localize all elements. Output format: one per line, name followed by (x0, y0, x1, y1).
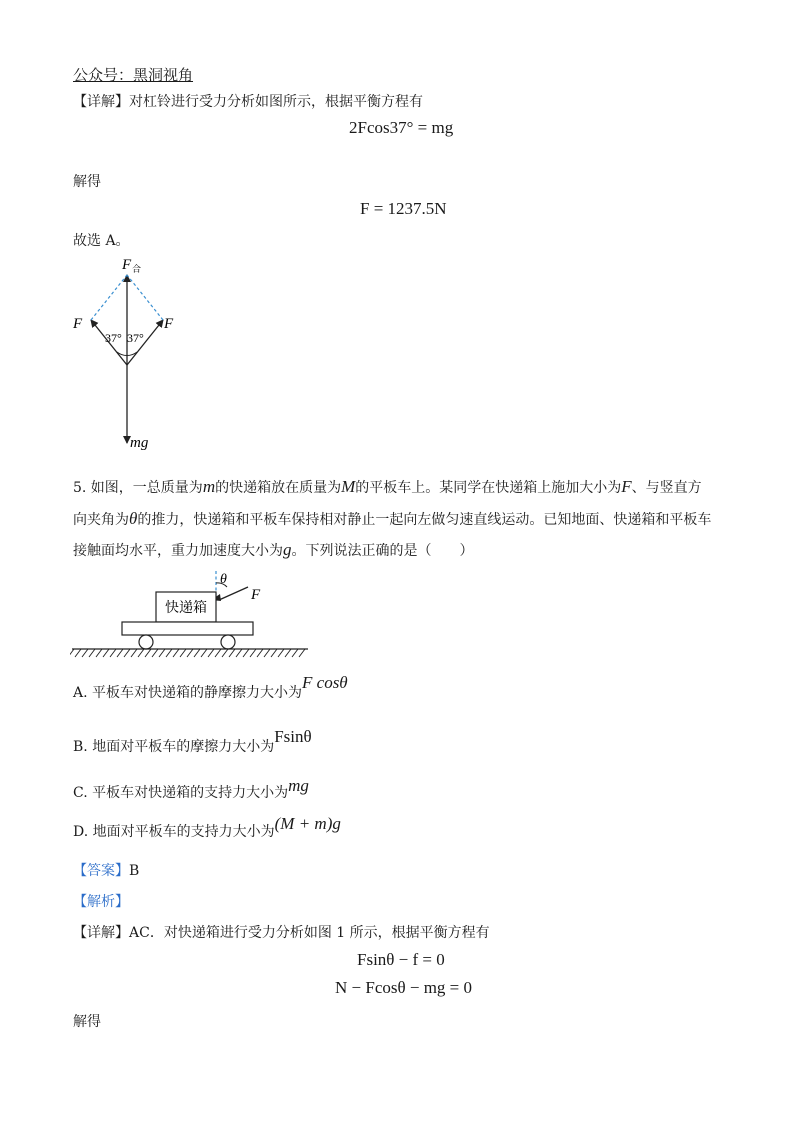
hatch-mark (180, 649, 186, 657)
dashed-line-right (127, 275, 163, 320)
hatch-mark (124, 649, 130, 657)
left-force-label: F (73, 316, 83, 332)
gravity-label: mg (130, 435, 149, 451)
hatch-mark (70, 649, 74, 657)
hatch-mark (285, 649, 291, 657)
hatch-mark (110, 649, 116, 657)
left-wheel (139, 635, 153, 649)
equation-3: Fsinθ − f = 0 (357, 950, 445, 969)
hatch-mark (131, 649, 137, 657)
force-label: F (251, 587, 261, 603)
parcel-box-label: 快递箱 (165, 600, 207, 616)
flatbed-cart (122, 622, 253, 635)
hatch-mark (278, 649, 284, 657)
answer-line (73, 862, 139, 880)
resultant-force-label: F (122, 257, 132, 273)
push-force-line (219, 587, 248, 600)
hatch-mark (250, 649, 256, 657)
solve-label-2: 解得 (73, 1014, 101, 1030)
equation-2: F = 1237.5N (360, 199, 447, 218)
hatch-mark (229, 649, 235, 657)
equation-1: 2Fcos37° = mg (349, 118, 454, 137)
hatch-mark (103, 649, 109, 657)
hatch-mark (187, 649, 193, 657)
resultant-force-subscript: 合 (132, 264, 142, 274)
hatch-mark (96, 649, 102, 657)
option-c[interactable]: C. 平板车对快递箱的支持力大小为mg (73, 776, 309, 801)
hatch-mark (243, 649, 249, 657)
analysis-tag: 【解析】 (73, 894, 129, 910)
choice-statement: 故选 A。 (73, 233, 130, 249)
hatch-mark (82, 649, 88, 657)
hatch-mark (117, 649, 123, 657)
hatch-mark (236, 649, 242, 657)
detail-paragraph-1: 【详解】对杠铃进行受力分析如图所示，根据平衡方程有 (73, 94, 423, 110)
hatch-mark (222, 649, 228, 657)
left-angle-label: 37° (105, 331, 122, 345)
hatch-mark (159, 649, 165, 657)
theta-label: θ (220, 572, 227, 587)
hatch-mark (215, 649, 221, 657)
watermark: 公众号：黑洞视角 (73, 66, 194, 84)
cart-diagram (70, 565, 310, 665)
force-diagram (60, 250, 200, 455)
answer-tag: 【答案】 (73, 863, 129, 879)
answer-value: B (129, 863, 140, 879)
detail-paragraph-2: 【详解】AC．对快递箱进行受力分析如图 1 所示，根据平衡方程有 (73, 925, 490, 941)
hatch-mark (166, 649, 172, 657)
question-line-2: 向夹角为θ的推力，快递箱和平板车保持相对静止一起向左做匀速直线运动。已知地面、快递箱和平板车 (73, 509, 712, 528)
hatch-mark (271, 649, 277, 657)
right-angle-label: 37° (127, 331, 144, 345)
hatch-mark (152, 649, 158, 657)
hatch-mark (299, 649, 305, 657)
hatch-mark (173, 649, 179, 657)
option-b[interactable]: B. 地面对平板车的摩擦力大小为Fsinθ (73, 727, 312, 755)
right-wheel (221, 635, 235, 649)
hatch-mark (201, 649, 207, 657)
hatch-mark (292, 649, 298, 657)
solve-label-1: 解得 (73, 174, 101, 190)
hatch-mark (89, 649, 95, 657)
option-d[interactable]: D. 地面对平板车的支持力大小为(M + m)g (73, 814, 341, 840)
question-line-1: 5. 如图，一总质量为m的快递箱放在质量为M的平板车上。某同学在快递箱上施加大小为F、与竖直方 (73, 477, 702, 496)
ground-hatching (70, 649, 305, 657)
right-force-label: F (164, 316, 174, 332)
dashed-line-left (91, 275, 127, 320)
option-a[interactable]: A. 平板车对快递箱的静摩擦力大小为F cosθ (73, 673, 348, 701)
hatch-mark (257, 649, 263, 657)
hatch-mark (138, 649, 144, 657)
hatch-mark (75, 649, 81, 657)
hatch-mark (208, 649, 214, 657)
hatch-mark (194, 649, 200, 657)
hatch-mark (145, 649, 151, 657)
hatch-mark (264, 649, 270, 657)
equation-4: N − Fcosθ − mg = 0 (335, 978, 473, 997)
question-line-3: 接触面均水平，重力加速度大小为g。下列说法正确的是（ ） (73, 540, 474, 559)
